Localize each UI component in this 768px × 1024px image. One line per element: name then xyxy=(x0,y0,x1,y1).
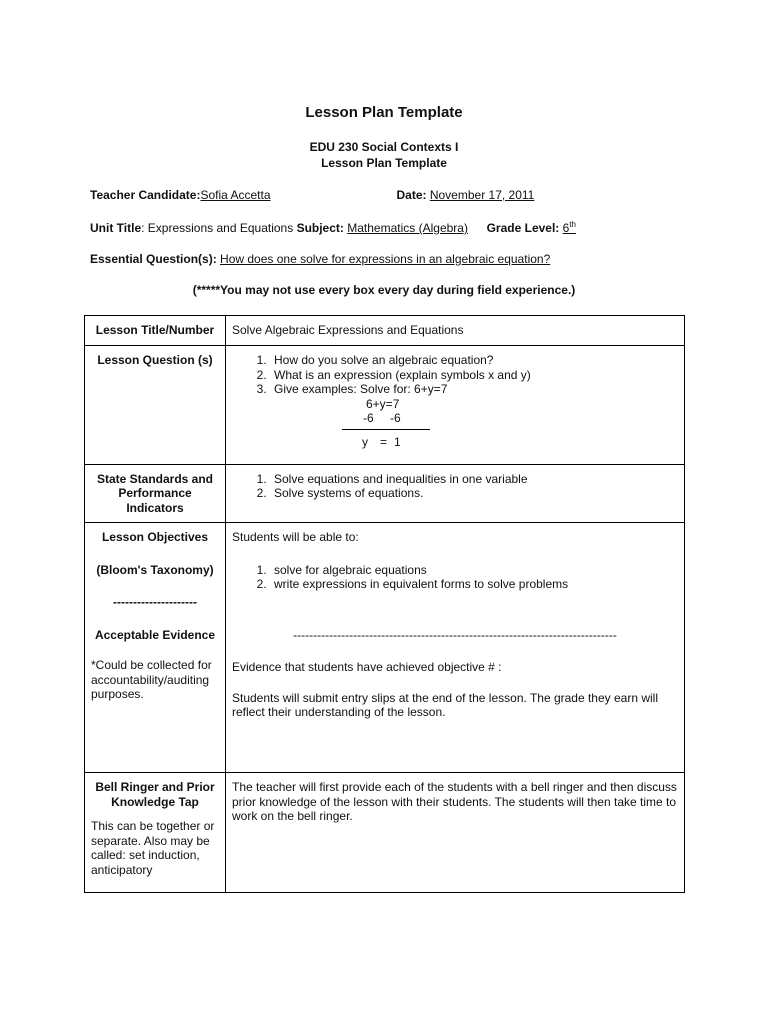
state-standards-list xyxy=(232,472,678,501)
label-divider: --------------------- xyxy=(113,595,197,609)
grade-level-label: Grade Level: xyxy=(486,221,560,235)
date-value: November 17, 2011 xyxy=(429,188,535,202)
evidence-label: Evidence that students have achieved objective # : xyxy=(232,660,502,674)
subject-value: Mathematics (Algebra) xyxy=(347,221,468,235)
field-experience-notice: (*****You may not use every box every day during field experience.) xyxy=(192,283,576,297)
state-standards-label: State Standards and Performance Indicators xyxy=(85,464,226,523)
lesson-title-row xyxy=(85,316,685,346)
lesson-objectives-label-cell xyxy=(85,523,226,773)
bell-ringer-label: Bell Ringer and Prior Knowledge Tap xyxy=(95,780,215,809)
list-item: 1. How do you solve an algebraic equation? xyxy=(270,353,678,368)
example-divider-line xyxy=(342,429,430,430)
acceptable-evidence-label: Acceptable Evidence xyxy=(94,627,216,642)
example-result-value: 1 xyxy=(394,434,401,449)
essential-question-value: How does one solve for expressions in an algebraic equation? xyxy=(220,252,551,266)
grade-number: 6 xyxy=(562,221,570,235)
bell-ringer-note: This can be together or separate. Also may be called: set induction, anticipatory xyxy=(91,819,215,877)
objectives-intro: Students will be able to: xyxy=(232,530,359,544)
list-item: 2. What is an expression (explain symbols x and y) xyxy=(270,368,678,383)
example-subtract-left: -6 xyxy=(363,410,374,425)
bell-ringer-text: The teacher will first provide each of the students with a bell ringer and then discuss prior knowledge of the lesson with their students. The students will then take time to work on the bell ringer. xyxy=(226,773,685,893)
lesson-title-value: Solve Algebraic Expressions and Equations xyxy=(226,316,685,346)
essential-question-row xyxy=(90,252,550,266)
list-item: 1. solve for algebraic equations xyxy=(270,563,678,578)
example-result-equals: = xyxy=(380,434,388,449)
subject-label: Subject: xyxy=(296,221,344,235)
objectives-list xyxy=(232,563,678,592)
grade-suffix: th xyxy=(569,220,576,229)
lesson-objectives-label: Lesson Objectives xyxy=(101,530,209,544)
objectives-divider: --------------------------------------------------------------------------------- xyxy=(293,627,617,642)
evidence-text: Students will submit entry slips at the end of the lesson. The grade they earn will reflect their understanding of the lesson. xyxy=(232,690,659,719)
worked-example xyxy=(232,397,678,457)
list-item: 1. Solve equations and inequalities in one variable xyxy=(270,472,678,487)
example-result-variable: y xyxy=(362,434,368,449)
teacher-name: Sofia Accetta xyxy=(200,188,271,202)
list-item: 2. Solve systems of equations. xyxy=(270,486,678,501)
grade-level-value xyxy=(563,221,576,235)
lesson-question-cell xyxy=(226,346,685,465)
bell-ringer-label-cell xyxy=(85,773,226,893)
unit-subject-grade-row xyxy=(90,220,576,235)
example-subtract-right: -6 xyxy=(390,410,401,425)
course-name: EDU 230 Social Contexts I xyxy=(309,140,459,154)
document-subtitle: Lesson Plan Template xyxy=(321,156,447,170)
state-standards-cell xyxy=(226,464,685,523)
bell-ringer-row xyxy=(85,773,685,893)
document-title: Lesson Plan Template xyxy=(305,104,463,121)
lesson-question-row xyxy=(85,346,685,465)
lesson-objectives-row xyxy=(85,523,685,773)
example-equation: 6+y=7 xyxy=(366,396,400,411)
blooms-taxonomy-label: (Bloom's Taxonomy) xyxy=(96,562,214,577)
teacher-date-row xyxy=(90,188,534,202)
list-item: 2. write expressions in equivalent forms to solve problems xyxy=(270,577,678,592)
lesson-title-label: Lesson Title/Number xyxy=(85,316,226,346)
lesson-question-list xyxy=(232,353,678,397)
lesson-plan-table xyxy=(84,315,685,893)
lesson-objectives-cell xyxy=(226,523,685,773)
state-standards-row xyxy=(85,464,685,523)
lesson-question-label: Lesson Question (s) xyxy=(85,346,226,465)
teacher-label: Teacher Candidate: xyxy=(90,188,201,202)
date-label: Date: xyxy=(396,188,427,202)
evidence-note: *Could be collected for accountability/auditing purposes. xyxy=(91,658,212,701)
list-item: 3. Give examples: Solve for: 6+y=7 xyxy=(270,382,678,397)
unit-title-value: : Expressions and Equations xyxy=(141,221,297,235)
essential-question-label: Essential Question(s): xyxy=(90,252,217,266)
unit-title-label: Unit Title xyxy=(90,221,142,235)
